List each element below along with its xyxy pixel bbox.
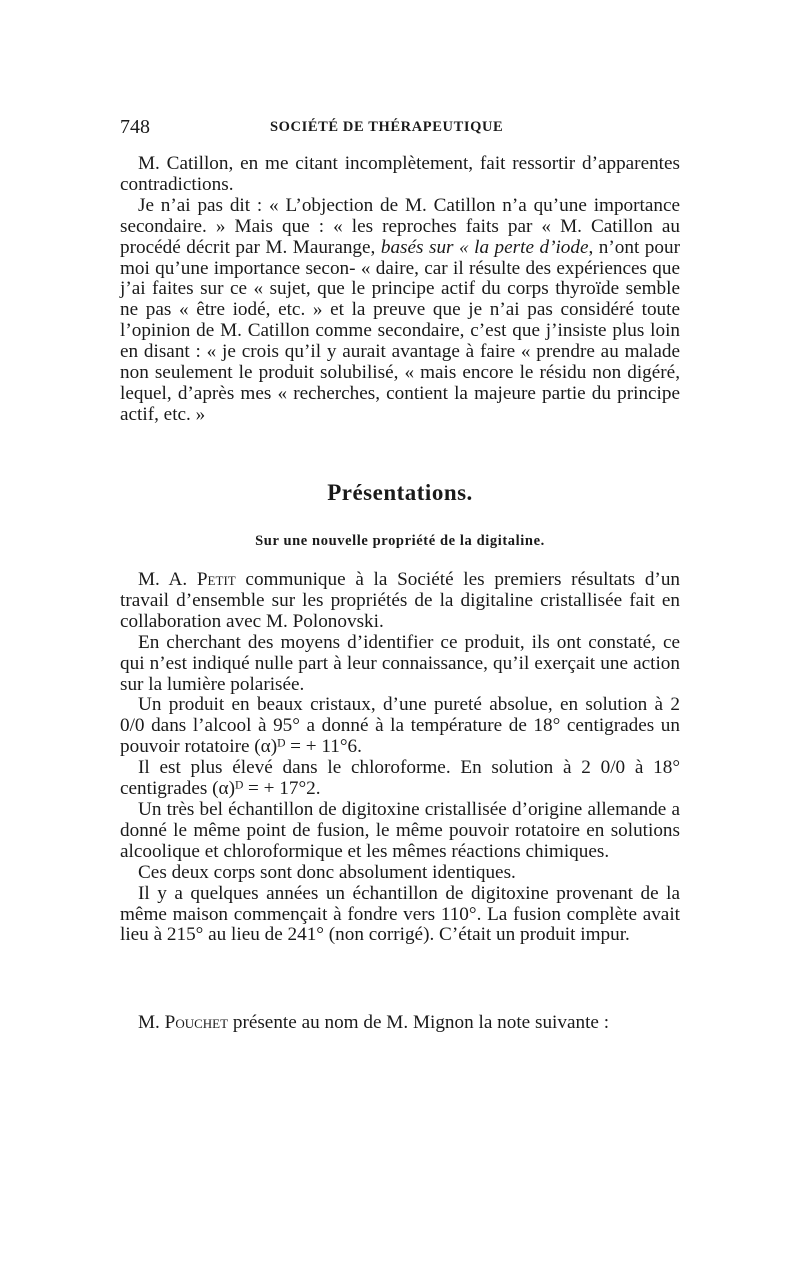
text-rest: communique à la Société les premiers résultats d’un travail d’ensemble sur les propriétés de la digitaline cristallisée fait en collaboration avec M. Polonovski. (120, 569, 681, 632)
quote-text-b: , n’ont pour moi qu’une importance secon- « daire, car il résulte des expériences que j’ai faites sur ce « sujet, que le principe actif du corps thyroïde semble ne pas « être iodé, etc. » et la preuve que je n’ai pas considéré toute l’opinion de M. Catillon comme secondaire, c’est que j’insiste plus loin en disant : « je crois qu’il y aurait avantage à faire « prendre au malade non seulement le produit solubilisé, « mais encore le résidu non digéré, lequel, d’après mes « recherches, contient la majeure partie du principe actif, etc. » (120, 236, 680, 425)
page-header (120, 116, 680, 142)
text-lead: M. A. (138, 569, 197, 590)
page-number: 748 (120, 116, 150, 138)
reply-paragraphs (120, 154, 680, 426)
quote-text-italic: basés sur « la perte d’iode (380, 236, 589, 258)
presentation-paragraphs (120, 570, 680, 946)
section-title: Présentations. (327, 480, 473, 505)
author-name: Pouchet (164, 1012, 229, 1033)
paragraph-petit (120, 570, 680, 633)
paragraph-digitoxine: Un très bel échantillon de digitoxine cristallisée d’origine allemande a donné le même point de fusion, le même pouvoir rotatoire en solutions alcoolique et chloroformique et les mêmes réactions chimiques. (120, 798, 680, 862)
paragraph-intro: M. Catillon, en me citant incomplètement, fait ressortir d’apparentes contradictions. (120, 153, 680, 195)
quote-text-a: Je n’ai pas dit : « L’objection de M. Catillon n’a qu’une importance secondaire. » Mais que : « les reproches faits par « M. Catillon au procédé décrit par M. Maurange, (120, 194, 680, 258)
paragraph-pouchet (120, 1013, 680, 1034)
paragraph-identiques: Ces deux corps sont donc absolument identiques. (138, 861, 516, 883)
text-rest: présente au nom de M. Mignon la note suivante : (228, 1012, 610, 1033)
paragraph-alcool: Un produit en beaux cristaux, d’une pureté absolue, en solution à 2 0/0 dans l’alcool à 95° a donné à la température de 18° centigrades un pouvoir rotatoire (α)ᴰ = + 11°6. (120, 694, 680, 758)
pouchet-paragraph (120, 1013, 680, 1034)
author-name: Petit (196, 569, 236, 590)
paragraph-chloroforme: Il est plus élevé dans le chloroforme. En solution à 2 0/0 à 18° centigrades (α)ᴰ = + 17°2. (120, 757, 680, 800)
paragraph-quote (120, 196, 680, 426)
text-lead: M. (138, 1012, 165, 1033)
running-head: SOCIÉTÉ DE THÉRAPEUTIQUE (270, 119, 504, 135)
paragraph-fusion: Il y a quelques années un échantillon de digitoxine provenant de la même maison commençait à fondre vers 110°. La fusion complète avait lieu à 215° au lieu de 241° (non corrigé). C’était un produit impur. (120, 882, 680, 946)
paragraph-polarisation: En cherchant des moyens d’identifier ce produit, ils ont constaté, ce qui n’est indiqué nulle part à leur connaissance, qu’il exerçait une action sur la lumière polarisée. (120, 631, 680, 695)
section-subtitle: Sur une nouvelle propriété de la digitaline. (255, 533, 545, 549)
